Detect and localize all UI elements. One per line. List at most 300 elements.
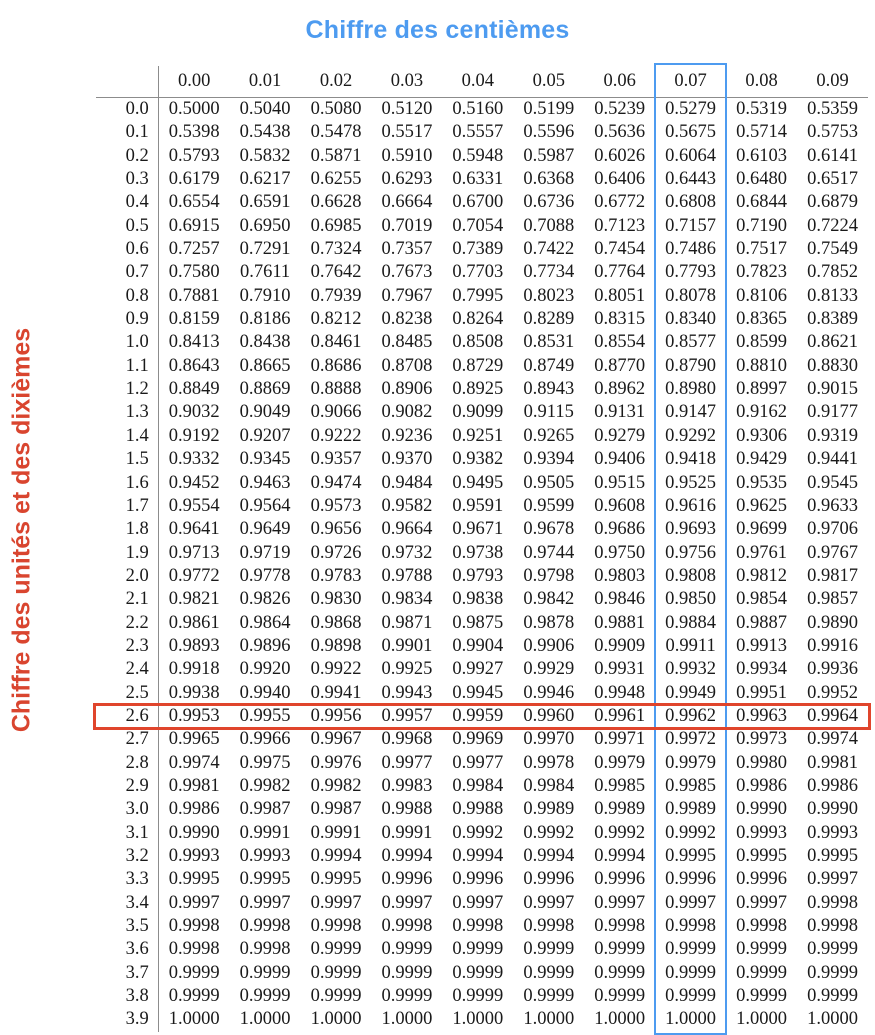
table-cell: 0.6331 <box>452 169 504 190</box>
table-cell: 0.9972 <box>665 729 717 750</box>
table-cell: 0.9222 <box>310 425 362 446</box>
table-row <box>96 752 868 775</box>
table-cell: 0.9998 <box>736 916 787 937</box>
table-cell: 0.9999 <box>736 986 787 1007</box>
table-row <box>96 518 868 541</box>
table-cell: 0.9279 <box>594 425 646 446</box>
table-cell: 0.9974 <box>168 752 220 773</box>
table-cell: 0.8315 <box>594 309 646 330</box>
table-cell: 0.9236 <box>381 425 433 446</box>
table-cell: 0.9981 <box>168 775 220 796</box>
table-cell: 0.9999 <box>594 939 646 960</box>
table-cell: 0.9987 <box>239 799 291 820</box>
table-cell: 0.9997 <box>168 892 220 913</box>
table-cell: 0.8340 <box>665 309 717 330</box>
table-cell: 0.7549 <box>807 239 858 260</box>
table-cell: 0.6255 <box>310 169 362 190</box>
row-label-3-6: 3.6 <box>96 938 158 961</box>
table-header <box>96 66 868 98</box>
table-cell: 0.9484 <box>381 472 433 493</box>
table-cell: 0.9997 <box>452 892 504 913</box>
table-cell: 0.5319 <box>736 99 787 119</box>
table-cell: 1.0000 <box>523 1009 575 1030</box>
table-cell: 0.9783 <box>310 565 362 586</box>
table-cell: 0.6406 <box>594 169 646 190</box>
table-cell: 0.9890 <box>807 612 858 633</box>
table-cell: 0.9979 <box>665 752 717 773</box>
table-cell: 0.7019 <box>381 215 433 236</box>
table-cell: 0.6844 <box>736 192 787 213</box>
table-cell: 0.9750 <box>594 542 646 563</box>
table-cell: 0.6064 <box>665 145 717 166</box>
table-cell: 0.9997 <box>736 892 787 913</box>
table-cell: 0.7123 <box>594 215 646 236</box>
table-cell: 0.9909 <box>594 635 646 656</box>
table-cell: 0.5080 <box>310 99 362 119</box>
table-cell: 0.9633 <box>807 495 858 516</box>
table-cell: 0.5793 <box>168 145 220 166</box>
table-cell: 0.9564 <box>239 495 291 516</box>
table-cell: 0.9515 <box>594 472 646 493</box>
table-row <box>96 915 868 938</box>
table-cell: 0.8925 <box>452 379 504 400</box>
table-cell: 0.9998 <box>239 916 291 937</box>
row-label-0-4: 0.4 <box>96 191 158 214</box>
table-cell: 0.9963 <box>736 705 787 726</box>
table-cell: 0.7995 <box>452 285 504 306</box>
row-label-0-7: 0.7 <box>96 261 158 284</box>
table-cell: 0.9767 <box>807 542 858 563</box>
table-cell: 0.9999 <box>310 939 362 960</box>
table-cell: 0.9573 <box>310 495 362 516</box>
table-cell: 0.9999 <box>523 962 575 983</box>
table-cell: 0.9970 <box>523 729 575 750</box>
table-cell: 0.9591 <box>452 495 504 516</box>
table-cell: 1.0000 <box>594 1009 646 1030</box>
table-cell: 0.8508 <box>452 332 504 353</box>
table-cell: 0.7486 <box>665 239 717 260</box>
table-cell: 0.7224 <box>807 215 858 236</box>
table-cell: 0.9826 <box>239 589 291 610</box>
table-cell: 0.9929 <box>523 659 575 680</box>
table-cell: 0.5120 <box>381 99 433 119</box>
table-cell: 0.9997 <box>310 892 362 913</box>
table-cell: 0.9988 <box>381 799 433 820</box>
table-cell: 0.9961 <box>594 705 646 726</box>
table-cell: 0.5753 <box>807 122 858 143</box>
column-header-0-09: 0.09 <box>797 66 868 98</box>
table-cell: 0.6103 <box>736 145 787 166</box>
table-cell: 0.5910 <box>381 145 433 166</box>
table-cell: 0.9985 <box>594 775 646 796</box>
table-cell: 0.9999 <box>807 962 858 983</box>
table-cell: 0.8461 <box>310 332 362 353</box>
table-cell: 0.9987 <box>310 799 362 820</box>
table-cell: 0.9989 <box>665 799 717 820</box>
table-body <box>96 98 868 1032</box>
table-cell: 0.9934 <box>736 659 787 680</box>
table-cell: 0.9881 <box>594 612 646 633</box>
table-row <box>96 98 868 122</box>
row-label-2-7: 2.7 <box>96 728 158 751</box>
table-cell: 0.6368 <box>523 169 575 190</box>
table-cell: 0.9996 <box>452 869 504 890</box>
table-cell: 0.9608 <box>594 495 646 516</box>
table-cell: 0.9999 <box>523 939 575 960</box>
table-cell: 0.8997 <box>736 379 787 400</box>
column-header-0-08: 0.08 <box>726 66 797 98</box>
table-row <box>96 612 868 635</box>
table-cell: 0.7291 <box>239 239 291 260</box>
table-cell: 0.9996 <box>665 869 717 890</box>
table-cell: 0.5557 <box>452 122 504 143</box>
table-row <box>96 542 868 565</box>
table-cell: 0.7852 <box>807 262 858 283</box>
column-header-0-04: 0.04 <box>442 66 513 98</box>
table-cell: 0.9999 <box>594 962 646 983</box>
table-cell: 0.8389 <box>807 309 858 330</box>
table-cell: 0.9999 <box>736 962 787 983</box>
table-cell: 0.9998 <box>807 892 858 913</box>
row-label-0-1: 0.1 <box>96 121 158 144</box>
side-title-container <box>0 270 44 790</box>
table-cell: 0.9918 <box>168 659 220 680</box>
table-cell: 0.7389 <box>452 239 504 260</box>
table-cell: 0.9884 <box>665 612 717 633</box>
column-header-0-03: 0.03 <box>371 66 442 98</box>
table-cell: 0.9925 <box>381 659 433 680</box>
table-cell: 0.8770 <box>594 355 646 376</box>
table-cell: 0.9846 <box>594 589 646 610</box>
table-cell: 0.9394 <box>523 449 575 470</box>
table-cell: 0.8238 <box>381 309 433 330</box>
table-cell: 0.7611 <box>239 262 291 283</box>
table-cell: 0.7257 <box>168 239 220 260</box>
table-cell: 0.9812 <box>736 565 787 586</box>
column-header-0-07: 0.07 <box>655 66 726 98</box>
table-cell: 0.8023 <box>523 285 575 306</box>
table-cell: 0.9993 <box>168 846 220 866</box>
table-cell: 0.9962 <box>665 705 717 726</box>
table-cell: 1.0000 <box>452 1009 504 1030</box>
row-label-2-3: 2.3 <box>96 635 158 658</box>
row-label-2-9: 2.9 <box>96 775 158 798</box>
table-cell: 1.0000 <box>239 1009 291 1030</box>
table-row <box>96 355 868 378</box>
table-cell: 0.7190 <box>736 215 787 236</box>
table-cell: 0.6026 <box>594 145 646 166</box>
table-cell: 0.9418 <box>665 449 717 470</box>
table-cell: 0.9998 <box>665 916 717 937</box>
table-cell: 0.6591 <box>239 192 291 213</box>
table-cell: 0.5160 <box>452 99 504 119</box>
table-cell: 0.5714 <box>736 122 787 143</box>
table-cell: 0.9941 <box>310 682 362 703</box>
table-cell: 0.9995 <box>807 846 858 866</box>
table-cell: 0.9998 <box>594 916 646 937</box>
table-cell: 0.9049 <box>239 402 291 423</box>
table-cell: 0.9554 <box>168 495 220 516</box>
table-row <box>96 215 868 238</box>
table-cell: 0.9974 <box>807 729 858 750</box>
table-cell: 0.8686 <box>310 355 362 376</box>
table-cell: 0.7157 <box>665 215 717 236</box>
table-cell: 0.9993 <box>807 822 858 843</box>
table-cell: 0.9993 <box>239 846 291 866</box>
table-cell: 0.8438 <box>239 332 291 353</box>
table-cell: 0.9981 <box>807 752 858 773</box>
table-cell: 0.9995 <box>310 869 362 890</box>
table-cell: 0.9999 <box>452 939 504 960</box>
table-cell: 0.9505 <box>523 472 575 493</box>
table-cell: 0.7324 <box>310 239 362 260</box>
table-cell: 0.8133 <box>807 285 858 306</box>
table-cell: 0.9960 <box>523 705 575 726</box>
table-cell: 1.0000 <box>310 1009 362 1030</box>
row-label-0-0: 0.0 <box>96 98 158 122</box>
table-cell: 0.9998 <box>452 916 504 937</box>
table-cell: 0.9995 <box>239 869 291 890</box>
table-cell: 0.9980 <box>736 752 787 773</box>
table-cell: 0.6664 <box>381 192 433 213</box>
table-cell: 0.9671 <box>452 519 504 540</box>
table-cell: 0.9999 <box>381 986 433 1007</box>
table-cell: 0.9994 <box>523 846 575 866</box>
table-cell: 0.6736 <box>523 192 575 213</box>
table-cell: 0.9913 <box>736 635 787 656</box>
normal-distribution-table-area <box>96 66 868 1030</box>
table-cell: 0.9756 <box>665 542 717 563</box>
table-cell: 0.9951 <box>736 682 787 703</box>
table-cell: 0.9726 <box>310 542 362 563</box>
table-cell: 0.9949 <box>665 682 717 703</box>
table-row <box>96 448 868 471</box>
table-cell: 0.9868 <box>310 612 362 633</box>
table-cell: 0.9857 <box>807 589 858 610</box>
table-cell: 0.9525 <box>665 472 717 493</box>
table-cell: 0.7881 <box>168 285 220 306</box>
table-cell: 0.9965 <box>168 729 220 750</box>
table-cell: 0.8078 <box>665 285 717 306</box>
table-cell: 0.6141 <box>807 145 858 166</box>
table-cell: 0.9875 <box>452 612 504 633</box>
table-cell: 0.9996 <box>594 869 646 890</box>
table-cell: 0.5517 <box>381 122 433 143</box>
table-cell: 0.9964 <box>807 705 858 726</box>
row-label-0-9: 0.9 <box>96 308 158 331</box>
table-cell: 0.5199 <box>523 99 575 119</box>
table-cell: 1.0000 <box>736 1009 787 1030</box>
row-label-3-9: 3.9 <box>96 1008 158 1031</box>
table-cell: 0.8729 <box>452 355 504 376</box>
table-cell: 0.5987 <box>523 145 575 166</box>
table-cell: 0.8849 <box>168 379 220 400</box>
table-cell: 0.9989 <box>523 799 575 820</box>
table-cell: 0.5948 <box>452 145 504 166</box>
table-cell: 0.8599 <box>736 332 787 353</box>
table-cell: 0.8943 <box>523 379 575 400</box>
table-cell: 0.9999 <box>523 986 575 1007</box>
table-cell: 0.9999 <box>807 939 858 960</box>
table-cell: 0.9990 <box>807 799 858 820</box>
table-cell: 0.9999 <box>736 939 787 960</box>
table-cell: 0.9959 <box>452 705 504 726</box>
row-label-1-9: 1.9 <box>96 542 158 565</box>
table-row <box>96 868 868 891</box>
row-label-1-8: 1.8 <box>96 518 158 541</box>
table-cell: 0.9997 <box>594 892 646 913</box>
table-cell: 0.9699 <box>736 519 787 540</box>
table-cell: 0.8708 <box>381 355 433 376</box>
row-label-1-7: 1.7 <box>96 495 158 518</box>
table-cell: 0.9382 <box>452 449 504 470</box>
table-cell: 0.8830 <box>807 355 858 376</box>
table-cell: 0.8051 <box>594 285 646 306</box>
table-cell: 0.8186 <box>239 309 291 330</box>
table-cell: 0.9940 <box>239 682 291 703</box>
table-cell: 0.9998 <box>168 939 220 960</box>
table-cell: 0.8159 <box>168 309 220 330</box>
table-row <box>96 378 868 401</box>
table-cell: 0.6480 <box>736 169 787 190</box>
table-cell: 0.9452 <box>168 472 220 493</box>
table-cell: 0.9545 <box>807 472 858 493</box>
table-row <box>96 565 868 588</box>
table-cell: 0.6879 <box>807 192 858 213</box>
table-cell: 0.9992 <box>594 822 646 843</box>
table-cell: 0.9997 <box>239 892 291 913</box>
table-cell: 0.9952 <box>807 682 858 703</box>
table-cell: 0.9861 <box>168 612 220 633</box>
table-cell: 0.9906 <box>523 635 575 656</box>
table-cell: 0.9842 <box>523 589 575 610</box>
table-cell: 1.0000 <box>168 1009 220 1030</box>
table-cell: 0.9649 <box>239 519 291 540</box>
table-cell: 0.7734 <box>523 262 575 283</box>
table-cell: 0.9971 <box>594 729 646 750</box>
table-cell: 0.6554 <box>168 192 220 213</box>
table-cell: 0.9066 <box>310 402 362 423</box>
row-label-1-0: 1.0 <box>96 331 158 354</box>
table-row <box>96 588 868 611</box>
table-cell: 0.9641 <box>168 519 220 540</box>
table-corner-cell <box>96 66 158 98</box>
table-row <box>96 401 868 424</box>
table-row <box>96 121 868 144</box>
table-cell: 0.9495 <box>452 472 504 493</box>
table-cell: 0.8577 <box>665 332 717 353</box>
table-row <box>96 261 868 284</box>
row-label-1-6: 1.6 <box>96 472 158 495</box>
table-cell: 0.9997 <box>665 892 717 913</box>
table-cell: 0.7357 <box>381 239 433 260</box>
table-cell: 0.9265 <box>523 425 575 446</box>
table-cell: 0.9821 <box>168 589 220 610</box>
table-row <box>96 472 868 495</box>
table-cell: 0.9927 <box>452 659 504 680</box>
table-cell: 0.9854 <box>736 589 787 610</box>
table-cell: 0.8888 <box>310 379 362 400</box>
table-cell: 0.9251 <box>452 425 504 446</box>
table-cell: 0.9997 <box>523 892 575 913</box>
table-cell: 0.8554 <box>594 332 646 353</box>
table-cell: 0.9957 <box>381 705 433 726</box>
table-cell: 0.7939 <box>310 285 362 306</box>
row-label-2-4: 2.4 <box>96 658 158 681</box>
table-cell: 0.9931 <box>594 659 646 680</box>
table-cell: 0.9793 <box>452 565 504 586</box>
table-cell: 0.9099 <box>452 402 504 423</box>
table-cell: 0.9994 <box>381 846 433 866</box>
table-cell: 0.9988 <box>452 799 504 820</box>
table-cell: 0.9968 <box>381 729 433 750</box>
table-cell: 0.6179 <box>168 169 220 190</box>
table-cell: 0.6217 <box>239 169 291 190</box>
table-cell: 0.9406 <box>594 449 646 470</box>
row-label-3-0: 3.0 <box>96 798 158 821</box>
table-cell: 0.9032 <box>168 402 220 423</box>
table-cell: 0.9761 <box>736 542 787 563</box>
table-cell: 0.9995 <box>665 846 717 866</box>
table-cell: 0.9946 <box>523 682 575 703</box>
table-cell: 0.9616 <box>665 495 717 516</box>
table-cell: 0.9693 <box>665 519 717 540</box>
row-label-3-7: 3.7 <box>96 962 158 985</box>
table-cell: 0.9803 <box>594 565 646 586</box>
table-cell: 0.9463 <box>239 472 291 493</box>
table-row <box>96 285 868 308</box>
row-label-3-8: 3.8 <box>96 985 158 1008</box>
table-cell: 0.9997 <box>381 892 433 913</box>
row-label-1-1: 1.1 <box>96 355 158 378</box>
table-cell: 0.9999 <box>452 986 504 1007</box>
table-row <box>96 962 868 985</box>
row-label-0-2: 0.2 <box>96 145 158 168</box>
table-cell: 0.9999 <box>310 986 362 1007</box>
table-cell: 0.9978 <box>523 752 575 773</box>
table-cell: 0.9977 <box>452 752 504 773</box>
table-cell: 0.8790 <box>665 355 717 376</box>
table-cell: 0.8665 <box>239 355 291 376</box>
table-cell: 0.5438 <box>239 122 291 143</box>
table-row <box>96 168 868 191</box>
table-cell: 0.7454 <box>594 239 646 260</box>
table-cell: 0.9319 <box>807 425 858 446</box>
table-cell: 0.9994 <box>594 846 646 866</box>
row-label-2-0: 2.0 <box>96 565 158 588</box>
table-cell: 0.9994 <box>310 846 362 866</box>
table-cell: 0.9997 <box>807 869 858 890</box>
table-cell: 0.5239 <box>594 99 646 119</box>
table-cell: 0.7703 <box>452 262 504 283</box>
table-cell: 0.9955 <box>239 705 291 726</box>
table-cell: 0.7764 <box>594 262 646 283</box>
row-label-3-5: 3.5 <box>96 915 158 938</box>
table-cell: 0.6915 <box>168 215 220 236</box>
table-cell: 0.9999 <box>594 986 646 1007</box>
table-cell: 0.5359 <box>807 99 858 119</box>
page-title-unites-dixiemes: Chiffre des unités et des dixièmes <box>7 327 36 733</box>
table-cell: 0.8749 <box>523 355 575 376</box>
table-cell: 0.9131 <box>594 402 646 423</box>
table-cell: 1.0000 <box>665 1009 717 1030</box>
table-cell: 1.0000 <box>381 1009 433 1030</box>
column-header-0-05: 0.05 <box>513 66 584 98</box>
table-cell: 0.9992 <box>452 822 504 843</box>
table-row <box>96 308 868 331</box>
table-cell: 0.5478 <box>310 122 362 143</box>
table-row <box>96 635 868 658</box>
